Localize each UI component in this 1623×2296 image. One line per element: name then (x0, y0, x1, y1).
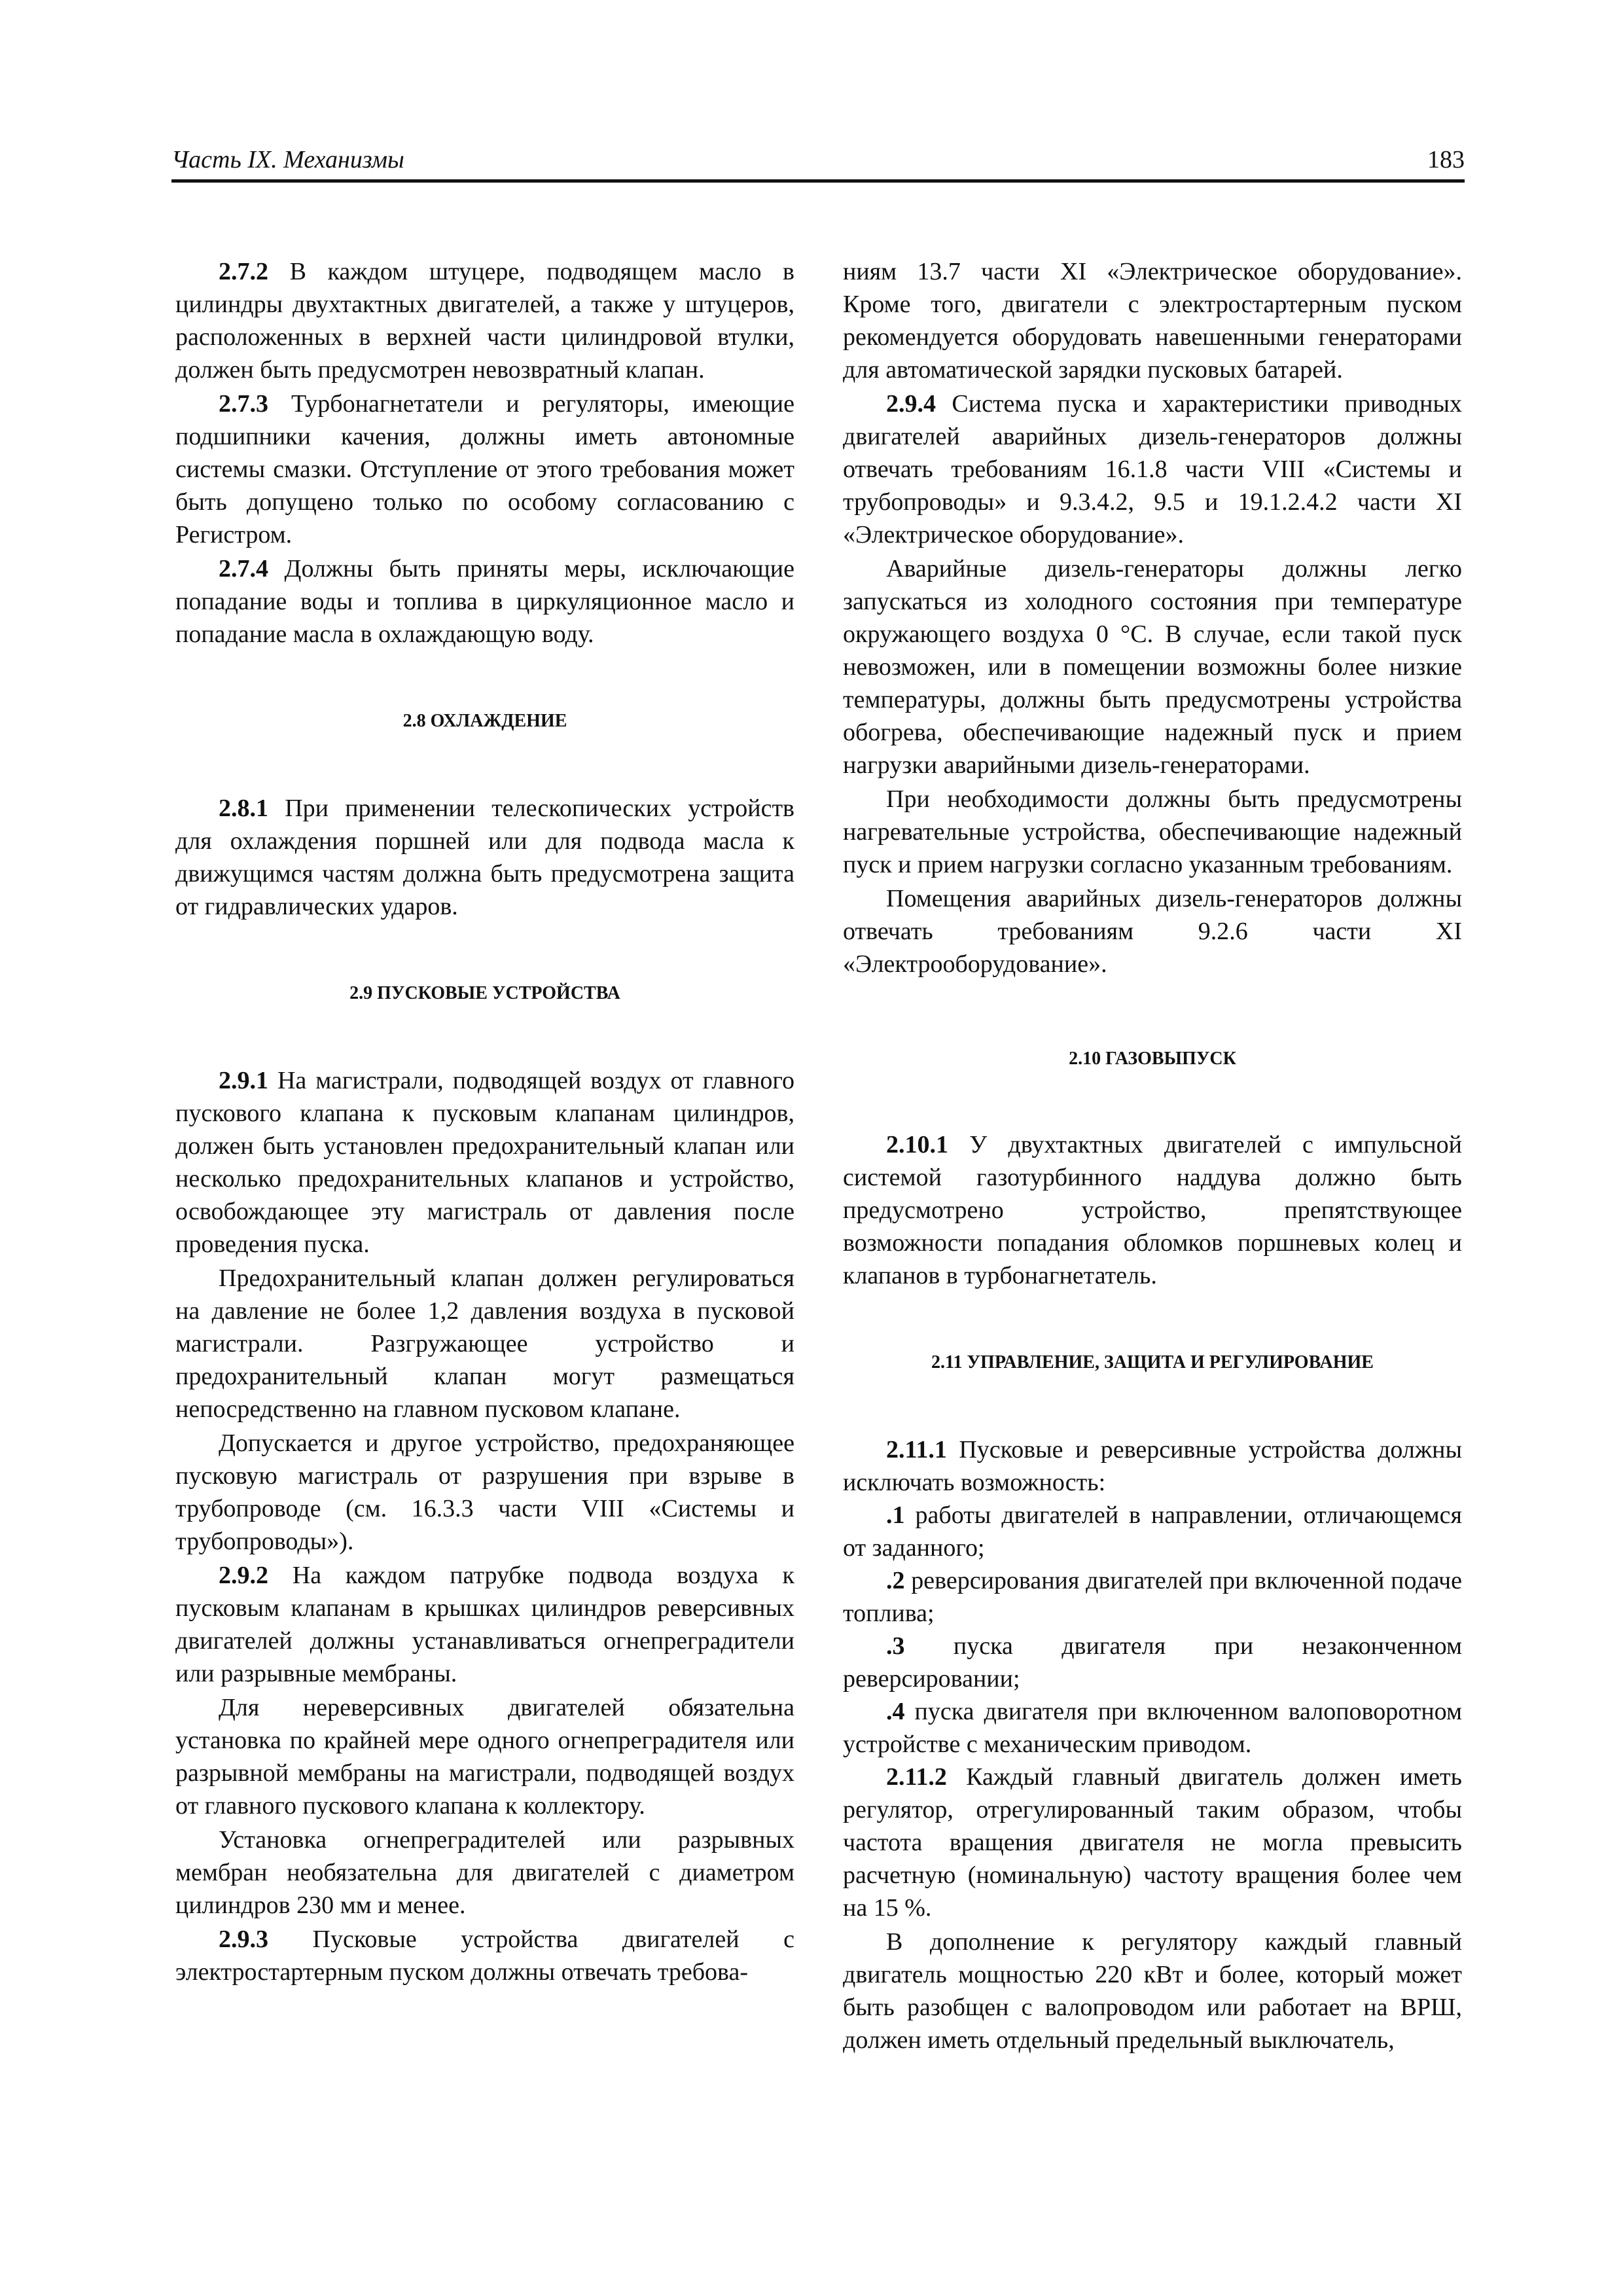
list-item-4 (843, 1695, 1462, 1761)
list-text: реверсирования двигателей при включенной подаче топлива; (843, 1567, 1462, 1627)
paragraph-text: В каждом штуцере, подводящем масло в цилиндры двухтактных двигателей, а также у штуцеров, расположенных в верхней части цилиндровой втулки, должен быть предусмотрен невозвратный клапан. (175, 258, 794, 384)
list-number: .3 (886, 1632, 905, 1660)
paragraph-2-7-2 (175, 255, 794, 386)
paragraph-2-9-1-b: Предохранительный клапан должен регулироваться на давление не более 1,2 давления воздуха в пусковой магистрали. Разгружающее устройство и предохранительный клапан могут размещаться непосредственно на главном пусковом клапане. (175, 1265, 794, 1423)
running-title: Часть IX. Механизмы (171, 146, 404, 173)
clause-number: 2.9.3 (219, 1926, 268, 1953)
paragraph-2-9-4-b: Аварийные дизель-генераторы должны легко запускаться из холодного состояния при температуре окружающего воздуха 0 °С. В случае, если такой пуск невозможен, или в помещении возможны более низкие температуры, должны быть предусмотрены устройства обогрева, обеспечивающие надежный пуск и прием нагрузки аварийными дизель-генераторами. (843, 555, 1462, 779)
paragraph-2-9-4-c: При необходимости должны быть предусмотрены нагревательные устройства, обеспечивающие надежный пуск и прием нагрузки согласно указанным требованиям. (843, 785, 1462, 878)
paragraph-text: Система пуска и характеристики приводных двигателей аварийных дизель-генераторов должны отвечать требованиям 16.1.8 части VIII «Системы и трубопроводы» и 9.3.4.2, 9.5 и 19.1.2.4.2 части XI «Электрическое оборудование». (843, 390, 1462, 548)
paragraph-2-8-1 (175, 792, 794, 923)
clause-number: 2.9.4 (886, 390, 936, 418)
clause-number: 2.9.1 (219, 1067, 268, 1094)
section-heading-2-9: 2.9 ПУСКОВЫЕ УСТРОЙСТВА (349, 983, 620, 1003)
clause-number: 2.11.2 (886, 1763, 947, 1791)
list-number: .2 (886, 1567, 905, 1594)
clause-number: 2.9.2 (219, 1562, 268, 1589)
paragraph-2-11-1 (843, 1433, 1462, 1499)
paragraph-text: На каждом патрубке подвода воздуха к пусковым клапанам в крышках цилиндров реверсивных двигателей должны устанавливаться огнепреградители или разрывные мембраны. (175, 1562, 794, 1687)
paragraph-2-9-3-continued: ниям 13.7 части XI «Электрическое оборудование». Кроме того, двигатели с электростартерным пуском рекомендуется оборудовать навешенными генераторами для автоматической зарядки пусковых батарей. (843, 258, 1462, 384)
paragraph-2-10-1 (843, 1128, 1462, 1292)
paragraph-text: У двухтактных двигателей с импульсной системой газотурбинного наддува должно быть предусмотрено устройство, препятствующее возможности попадания обломков поршневых колец и клапанов в турбонагнетатель. (843, 1131, 1462, 1289)
list-text: работы двигателей в направлении, отличающемся от заданного; (843, 1501, 1462, 1562)
page-header (171, 143, 1465, 183)
list-item-2 (843, 1564, 1462, 1630)
clause-number: 2.10.1 (886, 1131, 948, 1158)
paragraph-2-11-2-b: В дополнение к регулятору каждый главный двигатель мощностью 220 кВт и более, который может быть разобщен с валопроводом или работает на ВРШ, должен иметь отдельный предельный выключатель, (843, 1928, 1462, 2054)
paragraph-text: Должны быть приняты меры, исключающие попадание воды и топлива в циркуляционное масло и попадание масла в охлаждающую воду. (175, 555, 794, 648)
section-heading-2-10: 2.10 ГАЗОВЫПУСК (1069, 1049, 1236, 1069)
list-number: .1 (886, 1501, 905, 1529)
section-heading-2-11: 2.11 УПРАВЛЕНИЕ, ЗАЩИТА И РЕГУЛИРОВАНИЕ (931, 1352, 1374, 1372)
section-heading-2-8: 2.8 ОХЛАЖДЕНИЕ (402, 711, 567, 731)
paragraph-2-9-3 (175, 1923, 794, 1988)
paragraph-2-9-1-c: Допускается и другое устройство, предохраняющее пусковую магистраль от разрушения при взрыве в трубопроводе (см. 16.3.3 части VIII «Системы и трубопроводы»). (175, 1429, 794, 1555)
paragraph-2-9-4-d: Помещения аварийных дизель-генераторов должны отвечать требованиям 9.2.6 части XI «Электрооборудование». (843, 885, 1462, 978)
clause-number: 2.7.3 (219, 390, 268, 418)
list-text: пуска двигателя при включенном валоповоротном устройстве с механическим приводом. (843, 1698, 1462, 1758)
clause-number: 2.7.2 (219, 258, 268, 285)
paragraph-2-9-4 (843, 387, 1462, 551)
paragraph-2-11-2 (843, 1761, 1462, 1924)
paragraph-text: Пусковые и реверсивные устройства должны исключать возможность: (843, 1436, 1462, 1496)
paragraph-2-9-2-c: Установка огнепреградителей или разрывных мембран необязательна для двигателей с диаметром цилиндров 230 мм и менее. (175, 1826, 794, 1919)
paragraph-2-7-3 (175, 387, 794, 551)
page-number: 183 (1427, 146, 1465, 173)
paragraph-text: Турбонагнетатели и регуляторы, имеющие подшипники качения, должны иметь автономные системы смазки. Отступление от этого требования может быть допущено только по особому согласованию с Регистром. (175, 390, 794, 548)
clause-number: 2.8.1 (219, 795, 268, 822)
paragraph-2-9-2 (175, 1559, 794, 1690)
clause-number: 2.11.1 (886, 1436, 947, 1463)
list-text: пуска двигателя при незаконченном реверсировании; (843, 1632, 1462, 1693)
paragraph-text: При применении телескопических устройств для охлаждения поршней или для подвода масла к движущимся частям должна быть предусмотрена защита от гидравлических ударов. (175, 795, 794, 920)
paragraph-2-7-4 (175, 552, 794, 651)
list-item-3 (843, 1630, 1462, 1695)
paragraph-2-9-2-b: Для нереверсивных двигателей обязательна установка по крайней мере одного огнепреградителя или разрывной мембраны на магистрали, подводящей воздух от главного пускового клапана к коллектору. (175, 1694, 794, 1820)
paragraph-2-9-1 (175, 1064, 794, 1261)
list-number: .4 (886, 1698, 905, 1725)
right-column (843, 255, 1462, 2056)
paragraph-text: Каждый главный двигатель должен иметь регулятор, отрегулированный таким образом, чтобы частота вращения двигателя не могла превысить расчетную (номинальную) частоту вращения более чем на 15 %. (843, 1763, 1462, 1922)
list-item-1 (843, 1499, 1462, 1564)
clause-number: 2.7.4 (219, 555, 268, 583)
left-column (175, 255, 794, 1988)
paragraph-text: На магистрали, подводящей воздух от главного пускового клапана к пусковым клапанам цилиндров, должен быть установлен предохранительный клапан или несколько предохранительных клапанов и устройство, освобождающее эту магистраль от давления после проведения пуска. (175, 1067, 794, 1258)
paragraph-text: Пусковые устройства двигателей с электростартерным пуском должны отвечать требова- (175, 1926, 794, 1986)
